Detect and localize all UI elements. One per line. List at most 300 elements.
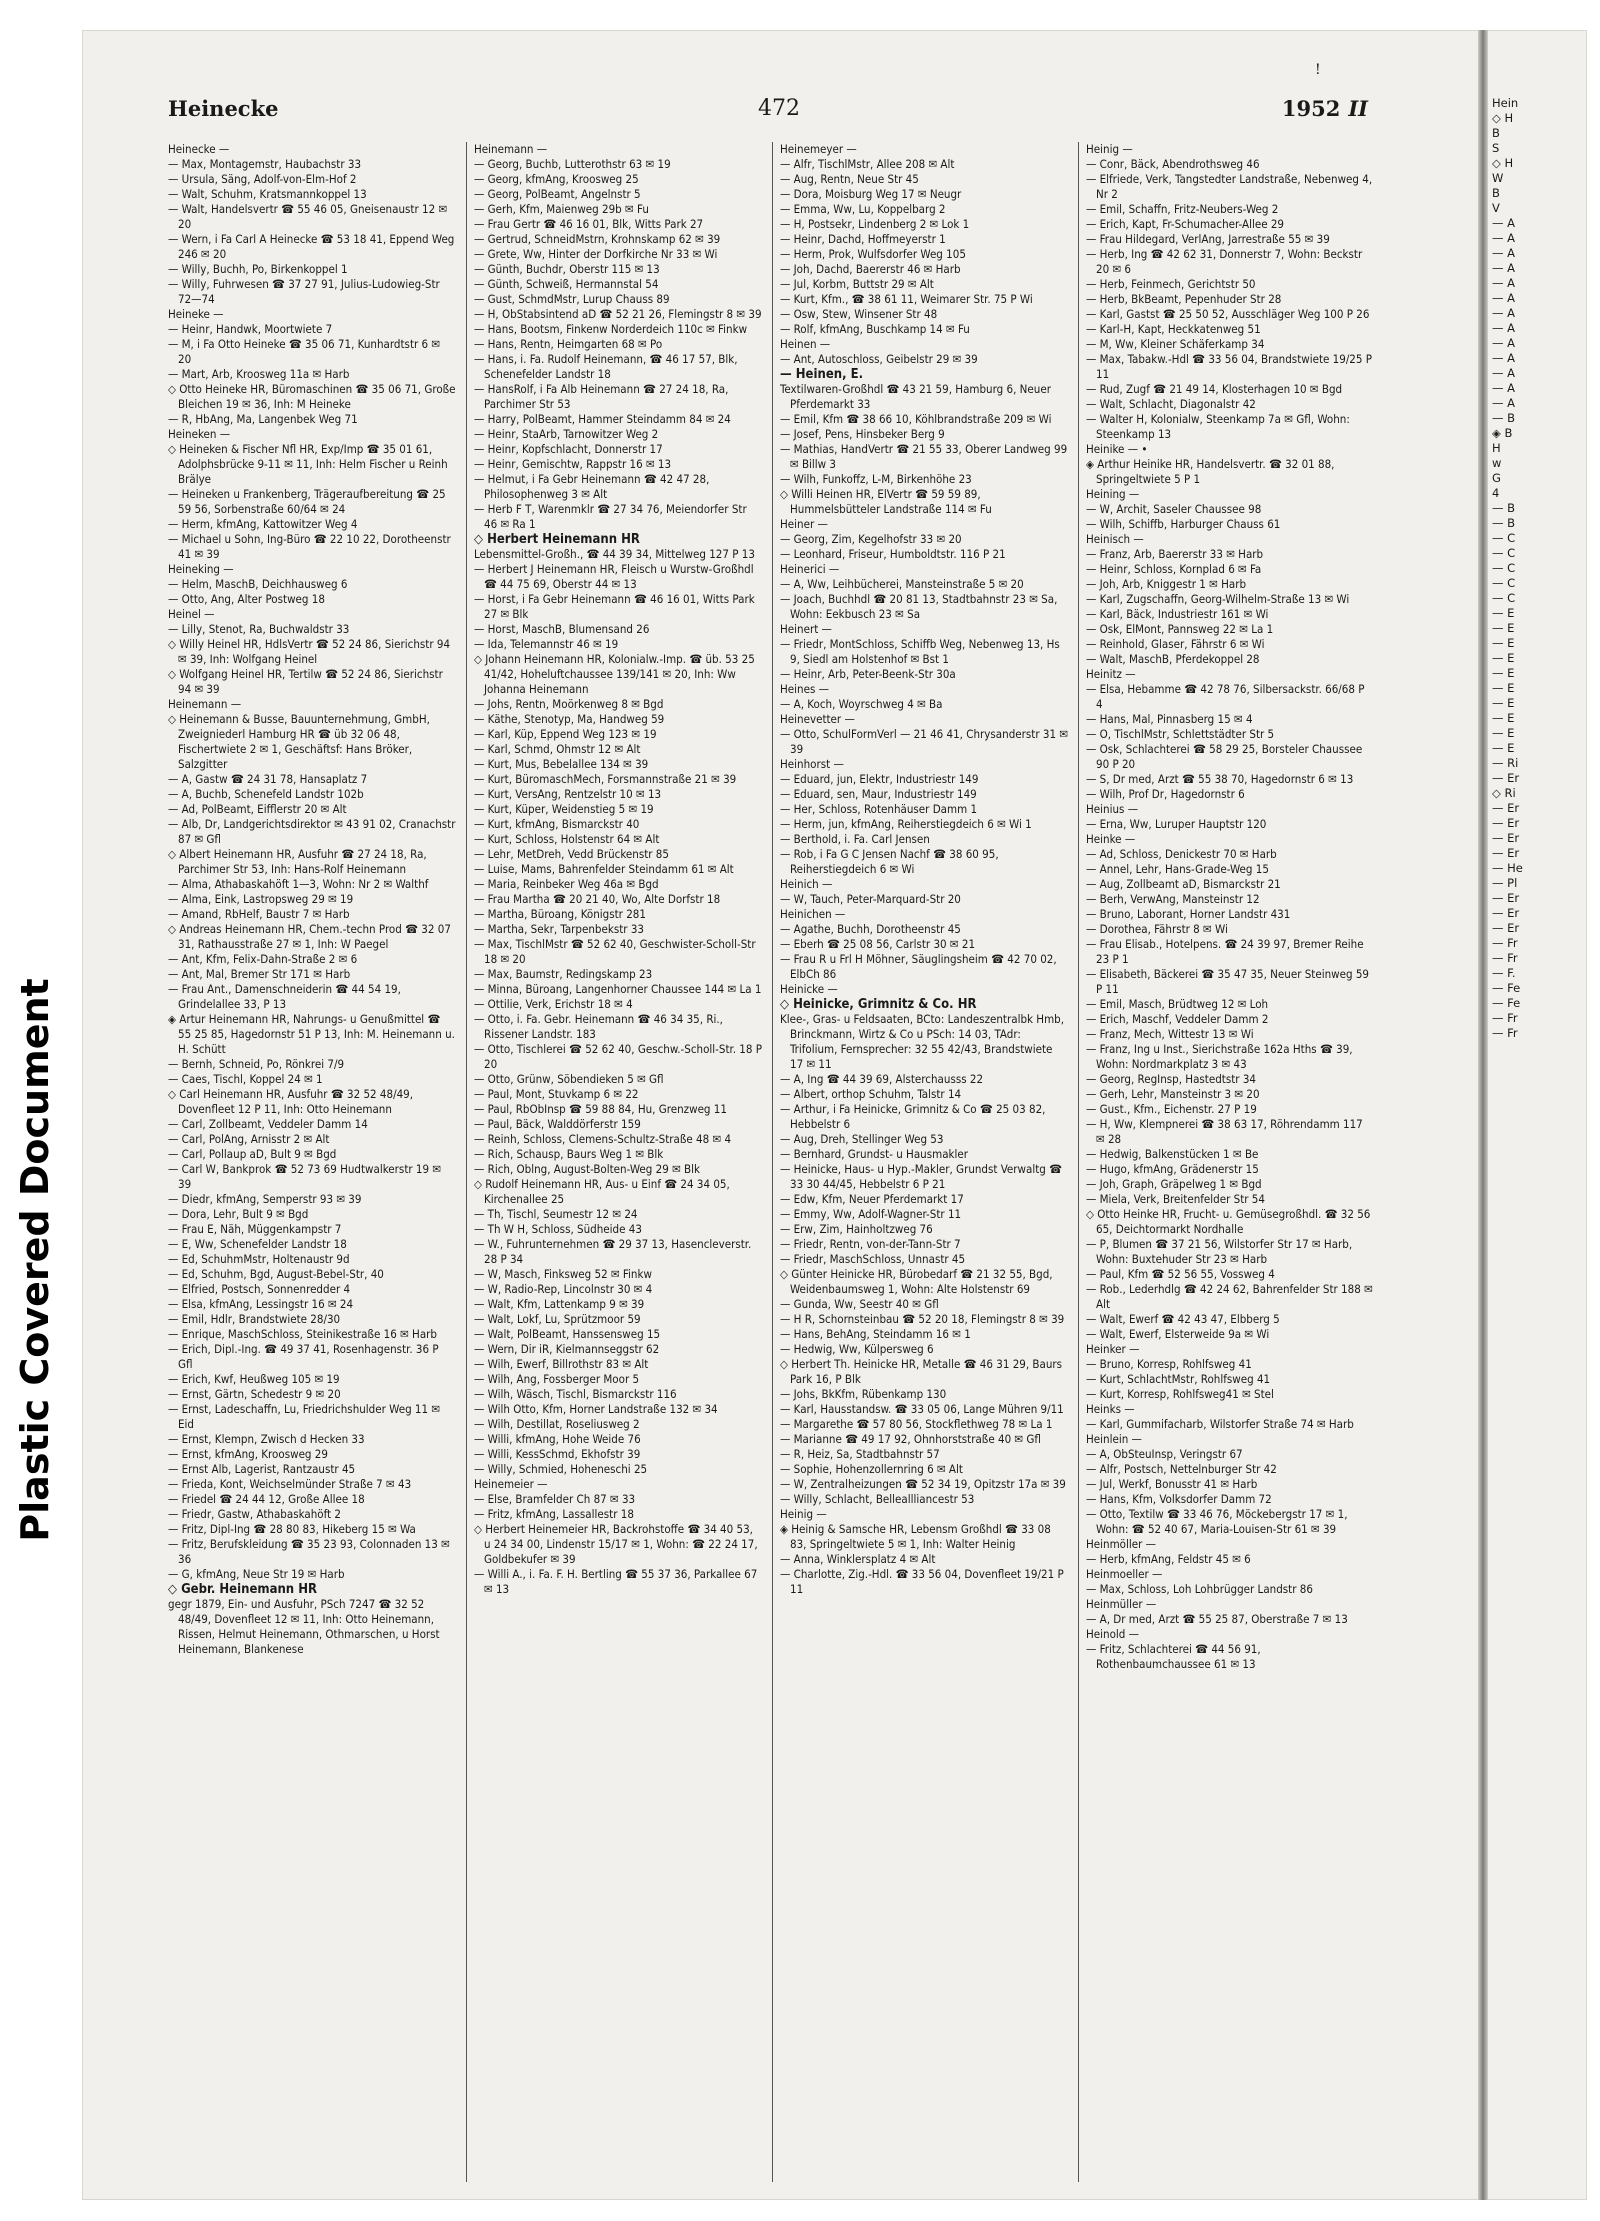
directory-entry: — Eberh ☎ 25 08 56, Carlstr 30 ✉ 21 (780, 937, 976, 951)
directory-entry: — Günth, Buchdr, Oberstr 115 ✉ 13 (474, 262, 660, 276)
plastic-cover-label (0, 0, 70, 2221)
directory-entry: — Ida, Telemannstr 46 ✉ 19 (474, 637, 619, 651)
directory-entry: — Frau E, Näh, Müggenkampstr 7 (168, 1222, 342, 1236)
directory-entry: — Carl W, Bankprok ☎ 52 73 69 Hudtwalkerstr 19 ✉ 39 (168, 1162, 445, 1191)
next-page-fragment: — C (1492, 546, 1516, 560)
directory-entry: — Wilh, Ang, Fossberger Moor 5 (474, 1372, 640, 1386)
next-page-fragment: — Fr (1492, 951, 1518, 965)
next-page-fragment: — A (1492, 321, 1516, 335)
directory-entry: Heinerici — (780, 562, 840, 576)
directory-entry: — Leonhard, Friseur, Humboldtstr. 116 P 21 (780, 547, 1006, 561)
directory-entry: — Herb F T, Warenmklr ☎ 27 34 76, Meiendorfer Str 46 ✉ Ra 1 (474, 502, 751, 531)
directory-entry: — Else, Bramfelder Ch 87 ✉ 33 (474, 1492, 636, 1506)
page-number: 472 (758, 96, 800, 121)
next-page-fragment: ◇ H (1492, 111, 1514, 125)
directory-entry: — Walt, MaschB, Pferdekoppel 28 (1086, 652, 1260, 666)
directory-entry: ◇ Rudolf Heinemann HR, Aus- u Einf ☎ 24 34 05, Kirchenallee 25 (474, 1177, 734, 1206)
directory-entry: — Erw, Zim, Hainholtzweg 76 (780, 1222, 933, 1236)
directory-entry: — Willy, Fuhrwesen ☎ 37 27 91, Julius-Ludowieg-Str 72—74 (168, 277, 444, 306)
directory-entry: — Osw, Stew, Winsener Str 48 (780, 307, 938, 321)
next-page-fragment: — E (1492, 621, 1515, 635)
directory-entry: Heinel — (168, 607, 215, 621)
directory-entry: — Eduard, sen, Maur, Industriestr 149 (780, 787, 977, 801)
directory-entry: Heinks — (1086, 1402, 1135, 1416)
directory-entry: Heineke — (168, 307, 224, 321)
directory-entry: Heinker — (1086, 1342, 1140, 1356)
next-page-fragment: — B (1492, 516, 1516, 530)
directory-entry: — Kurt, Mus, Bebelallee 134 ✉ 39 (474, 757, 649, 771)
directory-entry: — Wilh, Prof Dr, Hagedornstr 6 (1086, 787, 1245, 801)
directory-entry: — Heineken u Frankenberg, Trägeraufbereitung ☎ 25 59 56, Sorbenstraße 60/64 ✉ 24 (168, 487, 449, 516)
directory-entry: — W., Fuhrunternehmen ☎ 29 37 13, Hasencleverstr. 28 P 34 (474, 1237, 755, 1266)
directory-entry: — Walt, Ewerf, Elsterweide 9a ✉ Wi (1086, 1327, 1270, 1341)
directory-entry: Textilwaren-Großhdl ☎ 43 21 59, Hamburg 6, Neuer Pferdemarkt 33 (780, 382, 1055, 411)
directory-entry: ◇ Heinemann & Busse, Bauunternehmung, GmbH, Zweigniederl Hamburg HR ☎ üb 32 06 48, Fischertwiete 2 ✉ 1, Geschäftsf: Hans Bröker, Salzgitter (168, 712, 434, 771)
next-page-fragment: — C (1492, 591, 1516, 605)
directory-entry: — Lilly, Stenot, Ra, Buchwaldstr 33 (168, 622, 350, 636)
directory-entry: — Walt, Schlacht, Diagonalstr 42 (1086, 397, 1256, 411)
next-page-fragment: — E (1492, 711, 1515, 725)
directory-entry: — Erich, Dipl.-Ing. ☎ 49 37 41, Rosenhagenstr. 36 P Gfl (168, 1342, 442, 1371)
directory-entry: — Heinr, Handwk, Moortwiete 7 (168, 322, 333, 336)
directory-entry: — Frau Hildegard, VerlAng, Jarrestraße 55 ✉ 39 (1086, 232, 1330, 246)
directory-entry: — Alfr, Postsch, Nettelnburger Str 42 (1086, 1462, 1277, 1476)
directory-entry: — Rich, Schausp, Baurs Weg 1 ✉ Blk (474, 1147, 664, 1161)
directory-entry: Heinevetter — (780, 712, 855, 726)
directory-entry: — Georg, Buchb, Lutterothstr 63 ✉ 19 (474, 157, 671, 171)
directory-entry: — Marianne ☎ 49 17 92, Ohnhorststraße 40 ✉ Gfl (780, 1432, 1041, 1446)
directory-entry: — Karl, Gastst ☎ 25 50 52, Ausschläger Weg 100 P 26 (1086, 307, 1370, 321)
next-page-fragment: S (1492, 141, 1500, 155)
directory-entry: ◇ Albert Heinemann HR, Ausfuhr ☎ 27 24 18, Ra, Parchimer Str 53, Inh: Hans-Rolf Heinemann (168, 847, 431, 876)
next-page-fragment: — Fr (1492, 1026, 1518, 1040)
directory-entry: — W, Archit, Saseler Chaussee 98 (1086, 502, 1262, 516)
directory-entry: — Emil, Hdlr, Brandstwiete 28/30 (168, 1312, 341, 1326)
directory-entry: — Ant, Kfm, Felix-Dahn-Straße 2 ✉ 6 (168, 952, 358, 966)
directory-entry: ◇ Herbert Th. Heinicke HR, Metalle ☎ 46 31 29, Baurs Park 16, P Blk (780, 1357, 1066, 1386)
directory-entry: Heinmüller — (1086, 1597, 1157, 1611)
directory-entry: — Kurt, Schloss, Holstenstr 64 ✉ Alt (474, 832, 660, 846)
directory-entry: — Max, Baumstr, Redingskamp 23 (474, 967, 653, 981)
directory-entry: — Helm, MaschB, Deichhausweg 6 (168, 577, 348, 591)
next-page-fragment: — Er (1492, 831, 1520, 845)
next-page-fragment: ◇ Ri (1492, 786, 1516, 800)
directory-entry: — Max, Tabakw.-Hdl ☎ 33 56 04, Brandstwiete 19/25 P 11 (1086, 352, 1376, 381)
directory-entry: — Agathe, Buchh, Dorotheenstr 45 (780, 922, 961, 936)
next-page-fragment: 4 (1492, 486, 1500, 500)
directory-entry: — Rob., Lederhdlg ☎ 42 24 62, Bahrenfelder Str 188 ✉ Alt (1086, 1282, 1377, 1311)
directory-entry: ◇ Herbert Heinemann HR (474, 532, 640, 547)
directory-entry: — Walt, PolBeamt, Hanssensweg 15 (474, 1327, 661, 1341)
margin-mark: ! (1315, 62, 1321, 78)
directory-entry: — Max, Montagemstr, Haubachstr 33 (168, 157, 362, 171)
directory-entry: — Erich, Kapt, Fr-Schumacher-Allee 29 (1086, 217, 1285, 231)
next-page-fragment: w (1492, 456, 1502, 470)
directory-entry: — Karl, Küp, Eppend Weg 123 ✉ 19 (474, 727, 657, 741)
next-page-fragment: ◈ B (1492, 426, 1513, 440)
directory-entry: — Bruno, Korresp, Rohlfsweg 41 (1086, 1357, 1252, 1371)
directory-entry: — Georg, RegInsp, Hastedtstr 34 (1086, 1072, 1256, 1086)
directory-entry: — Alma, Athabaskahöft 1—3, Wohn: Nr 2 ✉ Walthf (168, 877, 429, 891)
directory-entry: — Minna, Büroang, Langenhorner Chaussee 144 ✉ La 1 (474, 982, 762, 996)
directory-entry: — Hans, Mal, Pinnasberg 15 ✉ 4 (1086, 712, 1253, 726)
directory-entry: — Joach, Buchhdl ☎ 20 81 13, Stadtbahnstr 23 ✉ Sa, Wohn: Eekbusch 23 ✉ Sa (780, 592, 1061, 621)
directory-entry: ◇ Heineken & Fischer Nfl HR, Exp/Imp ☎ 35 01 61, Adolphsbrücke 9-11 ✉ 11, Inh: Helm Fischer u Reinh Brälye (168, 442, 451, 486)
next-page-fragment: — A (1492, 396, 1516, 410)
next-page-fragment: — E (1492, 741, 1515, 755)
directory-entry: — S, Dr med, Arzt ☎ 55 38 70, Hagedornstr 6 ✉ 13 (1086, 772, 1354, 786)
directory-entry: Heinemeier — (474, 1477, 548, 1491)
column-2 (474, 142, 766, 2182)
next-page-fragment: — C (1492, 576, 1516, 590)
directory-entry: — A, Koch, Woyrschweg 4 ✉ Ba (780, 697, 943, 711)
directory-entry: — Günth, Schweiß, Hermannstal 54 (474, 277, 659, 291)
directory-entry: — Ernst Alb, Lagerist, Rantzaustr 45 (168, 1462, 356, 1476)
next-page-fragment: V (1492, 201, 1500, 215)
directory-entry: — Eduard, jun, Elektr, Industriestr 149 (780, 772, 979, 786)
year-volume (1282, 96, 1368, 121)
next-page-fragment: — Er (1492, 771, 1520, 785)
directory-entry: — Albert, orthop Schuhm, Talstr 14 (780, 1087, 962, 1101)
directory-entry: — Herb, BkBeamt, Pepenhuder Str 28 (1086, 292, 1282, 306)
directory-entry: — Wilh Otto, Kfm, Horner Landstraße 132 ✉ 34 (474, 1402, 718, 1416)
directory-entry: Heinemeyer — (780, 142, 857, 156)
next-page-fragment: — E (1492, 651, 1515, 665)
directory-entry: — Karl, Bäck, Industriestr 161 ✉ Wi (1086, 607, 1269, 621)
directory-entry: ◇ Andreas Heinemann HR, Chem.-techn Prod ☎ 32 07 31, Rathausstraße 27 ✉ 1, Inh: W Paegel (168, 922, 455, 951)
directory-entry: — E, Ww, Schenefelder Landstr 18 (168, 1237, 347, 1251)
directory-entry: — Alb, Dr, Landgerichtsdirektor ✉ 43 91 02, Cranachstr 87 ✉ Gfl (168, 817, 459, 846)
directory-entry: — Grete, Ww, Hinter der Dorfkirche Nr 33 ✉ Wi (474, 247, 718, 261)
directory-entry: — A, Dr med, Arzt ☎ 55 25 87, Oberstraße 7 ✉ 13 (1086, 1612, 1348, 1626)
directory-entry: — Rud, Zugf ☎ 21 49 14, Klosterhagen 10 ✉ Bgd (1086, 382, 1343, 396)
directory-entry: — Walt, Kfm, Lattenkamp 9 ✉ 39 (474, 1297, 645, 1311)
directory-entry: — Michael u Sohn, Ing-Büro ☎ 22 10 22, Dorotheenstr 41 ✉ 39 (168, 532, 455, 561)
directory-entry: — Alfr, TischlMstr, Allee 208 ✉ Alt (780, 157, 955, 171)
directory-entry: — Her, Schloss, Rotenhäuser Damm 1 (780, 802, 978, 816)
directory-entry: — R, Heiz, Sa, Stadtbahnstr 57 (780, 1447, 940, 1461)
next-page-fragment: — Ri (1492, 756, 1519, 770)
next-page-fragment: — E (1492, 606, 1515, 620)
directory-entry: — Wilh, Ewerf, Billrothstr 83 ✉ Alt (474, 1357, 649, 1371)
directory-entry: — W, Masch, Finksweg 52 ✉ Finkw (474, 1267, 652, 1281)
side-label-text: Plastic Covered Document (13, 978, 57, 1542)
directory-entry: ◇ Otto Heineke HR, Büromaschinen ☎ 35 06 71, Große Bleichen 19 ✉ 36, Inh: M Heineke (168, 382, 459, 411)
directory-entry: — Osk, Schlachterei ☎ 58 29 25, Borsteler Chaussee 90 P 20 (1086, 742, 1366, 771)
year: 1952 (1281, 96, 1341, 121)
directory-entry: ◇ Gebr. Heinemann HR (168, 1582, 317, 1597)
column-4 (1086, 142, 1377, 2182)
directory-entry: — Emil, Kfm ☎ 38 66 10, Köhlbrandstraße 209 ✉ Wi (780, 412, 1052, 426)
directory-entry: Heiner — (780, 517, 828, 531)
directory-entry: — Otto, Tischlerei ☎ 52 62 40, Geschw.-Scholl-Str. 18 P 20 (474, 1042, 766, 1071)
directory-entry: — Ed, Schuhm, Bgd, August-Bebel-Str, 40 (168, 1267, 384, 1281)
next-page-fragment: — A (1492, 351, 1516, 365)
directory-entry: — Walt, Schuhm, Kratsmannkoppel 13 (168, 187, 367, 201)
directory-entry: — Willi A., i. Fa. F. H. Bertling ☎ 55 37 36, Parkallee 67 ✉ 13 (474, 1567, 761, 1596)
next-page-fragment: — E (1492, 636, 1515, 650)
directory-entry: Heinert — (780, 622, 832, 636)
directory-entry: — Willy, Schmied, Hoheneschi 25 (474, 1462, 648, 1476)
directory-entry: — Walter H, Kolonialw, Steenkamp 7a ✉ Gfl, Wohn: Steenkamp 13 (1086, 412, 1354, 441)
directory-entry: — Paul, Mont, Stuvkamp 6 ✉ 22 (474, 1087, 639, 1101)
directory-entry: — Otto, Grünw, Söbendieken 5 ✉ Gfl (474, 1072, 664, 1086)
directory-entry: — Dora, Lehr, Bult 9 ✉ Bgd (168, 1207, 309, 1221)
directory-entry: — Emil, Schaffn, Fritz-Neubers-Weg 2 (1086, 202, 1279, 216)
directory-entry: — Heinr, Schloss, Kornplad 6 ✉ Fa (1086, 562, 1262, 576)
next-page-fragment: — Pl (1492, 876, 1518, 890)
directory-entry: — Ernst, Klempn, Zwisch d Hecken 33 (168, 1432, 365, 1446)
directory-entry: — Aug, Rentn, Neue Str 45 (780, 172, 919, 186)
directory-entry: Heinike — • (1086, 442, 1148, 456)
next-page-fragment: — E (1492, 696, 1515, 710)
directory-entry: — Gerh, Lehr, Mansteinstr 3 ✉ 20 (1086, 1087, 1260, 1101)
next-page-fragment: — E (1492, 726, 1515, 740)
directory-entry: — Martha, Sekr, Tarpenbekstr 33 (474, 922, 644, 936)
directory-entry: — Frau Ant., Damenschneiderin ☎ 44 54 19, Grindelallee 33, P 13 (168, 982, 405, 1011)
directory-entry: — W, Tauch, Peter-Marquard-Str 20 (780, 892, 961, 906)
directory-entry: ◇ Herbert Heinemeier HR, Backrohstoffe ☎ 34 40 53, u 24 34 00, Lindenstr 15/17 ✉ 1, Wohn: ☎ 22 24 17, Goldbekufer ✉ 39 (474, 1522, 761, 1566)
directory-entry: — Diedr, kfmAng, Semperstr 93 ✉ 39 (168, 1192, 362, 1206)
next-page-fragment: — Er (1492, 816, 1520, 830)
directory-entry: — Gertrud, SchneidMstrn, Krohnskamp 62 ✉ 39 (474, 232, 721, 246)
next-page-fragment: — Er (1492, 921, 1520, 935)
directory-entry: — Sophie, Hohenzollernring 6 ✉ Alt (780, 1462, 963, 1476)
directory-entry: — Ernst, kfmAng, Kroosweg 29 (168, 1447, 328, 1461)
directory-entry: ◇ Otto Heinke HR, Frucht- u. Gemüsegroßhdl. ☎ 32 56 65, Deichtormarkt Nordhalle (1086, 1207, 1374, 1236)
directory-entry: Klee-, Gras- u Feldsaaten, BCto: Landeszentralbk Hmb, Brinckmann, Wirtz & Co u PSch: 14 03, TAdr: Trifolium, Fernsprecher: 32 55 42/43, Brandstwiete 17 ✉ 11 (780, 1012, 1068, 1071)
directory-entry: — Wilh, Destillat, Roseliusweg 2 (474, 1417, 640, 1431)
directory-entry: Heining — (1086, 487, 1140, 501)
directory-entry: — Elfried, Postsch, Sonnenredder 4 (168, 1282, 351, 1296)
directory-entry: gegr 1879, Ein- und Ausfuhr, PSch 7247 ☎ 32 52 48/49, Dovenfleet 12 ✉ 11, Inh: Otto Heinemann, Rissen, Helmut Heinemann, Othmarschen, u Horst Heinemann, Blankenese (168, 1597, 443, 1656)
directory-entry: — W, Radio-Rep, Lincolnstr 30 ✉ 4 (474, 1282, 653, 1296)
directory-entry: — Joh, Graph, Gräpelweg 1 ✉ Bgd (1086, 1177, 1262, 1191)
directory-entry: — Franz, Mech, Wittestr 13 ✉ Wi (1086, 1027, 1254, 1041)
directory-entry: ◇ Willi Heinen HR, ElVertr ☎ 59 59 89, Hummelsbütteler Landstraße 114 ✉ Fu (780, 487, 992, 516)
directory-entry: — Karl, Zugschaffn, Georg-Wilhelm-Straße 13 ✉ Wi (1086, 592, 1350, 606)
directory-entry: — Kurt, Küper, Weidenstieg 5 ✉ 19 (474, 802, 654, 816)
directory-entry: — Friedr, MontSchloss, Schiffb Weg, Nebenweg 13, Hs 9, Siedl am Holstenhof ✉ Bst 1 (780, 637, 1064, 666)
directory-entry: — Otto, SchulFormVerl — 21 46 41, Chrysanderstr 31 ✉ 39 (780, 727, 1072, 756)
directory-entry: — Dora, Moisburg Weg 17 ✉ Neugr (780, 187, 962, 201)
directory-entry: — Kurt, kfmAng, Bismarckstr 40 (474, 817, 640, 831)
directory-entry: — Josef, Pens, Hinsbeker Berg 9 (780, 427, 945, 441)
directory-entry: — Willi, kfmAng, Hohe Weide 76 (474, 1432, 641, 1446)
directory-entry: — Th W H, Schloss, Südheide 43 (474, 1222, 642, 1236)
directory-entry: — Hans, i. Fa. Rudolf Heinemann, ☎ 46 17 57, Blk, Schenefelder Landstr 18 (474, 352, 741, 381)
column-1 (168, 142, 459, 2182)
directory-entry: — Heinr, Arb, Peter-Beenk-Str 30a (780, 667, 956, 681)
directory-entry: — Erna, Ww, Luruper Hauptstr 120 (1086, 817, 1267, 831)
next-page-fragment: — A (1492, 231, 1516, 245)
next-page-fragment: — Er (1492, 846, 1520, 860)
directory-entry: ◇ Johann Heinemann HR, Kolonialw.-Imp. ☎ üb. 53 25 41/42, Hoheluftchaussee 139/141 ✉ 20, Inh: Ww Johanna Heinemann (474, 652, 759, 696)
next-page-fragment: — F. (1492, 966, 1516, 980)
next-page-fragment: — B (1492, 501, 1516, 515)
directory-entry: — A, Buchb, Schenefeld Landstr 102b (168, 787, 364, 801)
directory-entry: — Ant, Autoschloss, Geibelstr 29 ✉ 39 (780, 352, 978, 366)
directory-entry: — W, Zentralheizungen ☎ 52 34 19, Opitzstr 17a ✉ 39 (780, 1477, 1066, 1491)
directory-entry: — Ernst, Ladeschaffn, Lu, Friedrichshulder Weg 11 ✉ Eid (168, 1402, 444, 1431)
directory-entry: — Erich, Kwf, Heußweg 105 ✉ 19 (168, 1372, 340, 1386)
directory-entry: — Kurt, Kfm., ☎ 38 61 11, Weimarer Str. 75 P Wi (780, 292, 1033, 306)
directory-entry: Heinecke — (168, 142, 230, 156)
directory-entry: — Enrique, MaschSchloss, Steinikestraße 16 ✉ Harb (168, 1327, 437, 1341)
directory-entry: — Rolf, kfmAng, Buschkamp 14 ✉ Fu (780, 322, 970, 336)
column-3 (780, 142, 1072, 2182)
next-page-fragment: — A (1492, 291, 1516, 305)
directory-entry: — Frau Gertr ☎ 46 16 01, Blk, Witts Park 27 (474, 217, 704, 231)
directory-entry: — Carl, Pollaup aD, Bult 9 ✉ Bgd (168, 1147, 337, 1161)
directory-entry: — Otto, Textilw ☎ 33 46 76, Möckebergstr 17 ✉ 1, Wohn: ☎ 52 40 67, Maria-Louisen-Str 61 ✉ 39 (1086, 1507, 1351, 1536)
directory-entry: — Herb, Feinmech, Gerichtstr 50 (1086, 277, 1256, 291)
directory-entry: — Harry, PolBeamt, Hammer Steindamm 84 ✉ 24 (474, 412, 731, 426)
directory-entry: — R, HbAng, Ma, Langenbek Weg 71 (168, 412, 358, 426)
directory-entry: — Miela, Verk, Breitenfelder Str 54 (1086, 1192, 1265, 1206)
directory-entry: — Emmy, Ww, Adolf-Wagner-Str 11 (780, 1207, 962, 1221)
next-page-fragment: — Er (1492, 906, 1520, 920)
directory-entry: — Erich, Maschf, Veddeler Damm 2 (1086, 1012, 1269, 1026)
directory-entry: — Friedel ☎ 24 44 12, Große Allee 18 (168, 1492, 365, 1506)
next-page-fragment: B (1492, 186, 1500, 200)
next-page-fragment: — E (1492, 681, 1515, 695)
directory-entry: — Gunda, Ww, Seestr 40 ✉ Gfl (780, 1297, 939, 1311)
directory-entry: — Hans, BehAng, Steindamm 16 ✉ 1 (780, 1327, 971, 1341)
directory-entry: ◈ Heinig & Samsche HR, Lebensm Großhdl ☎ 33 08 83, Springeltwiete 5 ✉ 1, Inh: Walter Heinig (780, 1522, 1055, 1551)
directory-entry: Heinen — (780, 337, 831, 351)
directory-entry: Heinig — (780, 1507, 827, 1521)
directory-entry: Heines — (780, 682, 829, 696)
next-page-edge-text (1492, 96, 1522, 2156)
directory-entry: — Alma, Eink, Lastropsweg 29 ✉ 19 (168, 892, 354, 906)
directory-entry: — Max, TischlMstr ☎ 52 62 40, Geschwister-Scholl-Str 18 ✉ 20 (474, 937, 759, 966)
directory-entry: ◇ Carl Heinemann HR, Ausfuhr ☎ 32 52 48/49, Dovenfleet 12 P 11, Inh: Otto Heinemann (168, 1087, 417, 1116)
directory-entry: Heinichen — (780, 907, 846, 921)
directory-entry: — Carl, Zollbeamt, Veddeler Damm 14 (168, 1117, 368, 1131)
directory-entry: — Walt, Lokf, Lu, Sprützmoor 59 (474, 1312, 641, 1326)
directory-entry: Heinisch — (1086, 532, 1144, 546)
directory-entry: Heinius — (1086, 802, 1139, 816)
directory-entry: — Bernh, Schneid, Po, Rönkrei 7/9 (168, 1057, 345, 1071)
directory-entry: — Lehr, MetDreh, Vedd Brückenstr 85 (474, 847, 669, 861)
directory-entry: — Heinr, Dachd, Hoffmeyerstr 1 (780, 232, 946, 246)
directory-entry: Heinlein — (1086, 1432, 1142, 1446)
directory-entry: — Emil, Masch, Brüdtweg 12 ✉ Loh (1086, 997, 1269, 1011)
directory-entry: — Herbert J Heinemann HR, Fleisch u Wurstw-Großhdl ☎ 44 75 69, Oberstr 44 ✉ 13 (474, 562, 757, 591)
directory-entry: Heinemann — (168, 697, 242, 711)
directory-entry: Lebensmittel-Großh., ☎ 44 39 34, Mittelweg 127 P 13 (474, 547, 755, 561)
directory-entry: — H, Ww, Klempnerei ☎ 38 63 17, Röhrendamm 117 ✉ 28 (1086, 1117, 1367, 1146)
directory-entry: — Hans, Kfm, Volksdorfer Damm 72 (1086, 1492, 1272, 1506)
directory-entry: — Anna, Winklersplatz 4 ✉ Alt (780, 1552, 936, 1566)
directory-entry: — Willy, Schlacht, Belleallliancestr 53 (780, 1492, 975, 1506)
directory-entry: — Heinr, Gemischtw, Rappstr 16 ✉ 13 (474, 457, 672, 471)
directory-entry: — Aug, Zollbeamt aD, Bismarckstr 21 (1086, 877, 1281, 891)
directory-entry: — Heinen, E. (780, 367, 864, 382)
running-head (168, 96, 1368, 132)
directory-entry: Heinich — (780, 877, 833, 891)
directory-entry: — Fritz, kfmAng, Lassallestr 18 (474, 1507, 634, 1521)
directory-entry: — Hedwig, Ww, Külpersweg 6 (780, 1342, 934, 1356)
column-rule (772, 142, 773, 2182)
directory-entry: — Walt, Ewerf ☎ 42 43 47, Elbberg 5 (1086, 1312, 1280, 1326)
directory-entry: — H, Postsekr, Lindenberg 2 ✉ Lok 1 (780, 217, 970, 231)
next-page-fragment: — A (1492, 381, 1516, 395)
directory-entry: — Wilh, Schiffb, Harburger Chauss 61 (1086, 517, 1281, 531)
next-page-fragment: — Er (1492, 891, 1520, 905)
directory-entry: — Käthe, Stenotyp, Ma, Handweg 59 (474, 712, 665, 726)
directory-entry: — Mathias, HandVertr ☎ 21 55 33, Oberer Landweg 99 ✉ Billw 3 (780, 442, 1071, 471)
directory-entry: — Jul, Werkf, Bonusstr 41 ✉ Harb (1086, 1477, 1258, 1491)
next-page-fragment: — A (1492, 261, 1516, 275)
directory-entry: Heinemann — (474, 142, 548, 156)
directory-entry: — Arthur, i Fa Heinicke, Grimnitz & Co ☎ 25 03 82, Hebbelstr 6 (780, 1102, 1049, 1131)
directory-entry: ◇ Günter Heinicke HR, Bürobedarf ☎ 21 32 55, Bgd, Weidenbaumsweg 1, Wohn: Alte Holstenstr 69 (780, 1267, 1056, 1296)
directory-entry: — Karl, Hausstandsw. ☎ 33 05 06, Lange Mühren 9/11 (780, 1402, 1064, 1416)
directory-entry: — Bernhard, Grundst- u Hausmakler (780, 1147, 969, 1161)
directory-entry: — Horst, MaschB, Blumensand 26 (474, 622, 650, 636)
directory-entry: — A, Ing ☎ 44 39 69, Alsterchausss 22 (780, 1072, 984, 1086)
directory-entry: — Horst, i Fa Gebr Heinemann ☎ 46 16 01, Witts Park 27 ✉ Blk (474, 592, 758, 621)
directory-entry: — Kurt, VersAng, Rentzelstr 10 ✉ 13 (474, 787, 662, 801)
next-page-fragment: — Fe (1492, 981, 1521, 995)
directory-entry: — Maria, Reinbeker Weg 46a ✉ Bgd (474, 877, 659, 891)
directory-entry: — M, Ww, Kleiner Schäferkamp 34 (1086, 337, 1265, 351)
directory-entry: — Luise, Mams, Bahrenfelder Steindamm 61 ✉ Alt (474, 862, 734, 876)
directory-entry: — Kurt, SchlachtMstr, Rohlfsweg 41 (1086, 1372, 1271, 1386)
directory-entry: — Ottilie, Verk, Erichstr 18 ✉ 4 (474, 997, 633, 1011)
directory-entry: — Karl-H, Kapt, Heckkatenweg 51 (1086, 322, 1261, 336)
directory-entry: — Amand, RbHelf, Baustr 7 ✉ Harb (168, 907, 350, 921)
directory-entry: Heinmöller — (1086, 1537, 1156, 1551)
directory-entry: — Georg, Zim, Kegelhofstr 33 ✉ 20 (780, 532, 962, 546)
next-page-fragment: H (1492, 441, 1501, 455)
next-page-fragment: — C (1492, 561, 1516, 575)
directory-entry: — Berthold, i. Fa. Carl Jensen (780, 832, 930, 846)
directory-entry: — Frieda, Kont, Weichselmünder Straße 7 ✉ 43 (168, 1477, 412, 1491)
directory-entry: — Kurt, BüromaschMech, Forsmannstraße 21 ✉ 39 (474, 772, 737, 786)
column-rule (1078, 142, 1079, 2182)
directory-entry: — Paul, Kfm ☎ 52 56 55, Vossweg 4 (1086, 1267, 1275, 1281)
next-page-fragment: — He (1492, 861, 1523, 875)
next-page-fragment: — Fe (1492, 996, 1521, 1010)
directory-entry: — Bruno, Laborant, Horner Landstr 431 (1086, 907, 1291, 921)
directory-entry: — Franz, Ing u Inst., Sierichstraße 162a Hths ☎ 39, Wohn: Nordmarkplatz 3 ✉ 43 (1086, 1042, 1356, 1071)
directory-entry: — Edw, Kfm, Neuer Pferdemarkt 17 (780, 1192, 964, 1206)
directory-entry: — Aug, Dreh, Stellinger Weg 53 (780, 1132, 944, 1146)
directory-entry: — Carl, PolAng, Arnisstr 2 ✉ Alt (168, 1132, 330, 1146)
next-page-fragment: — B (1492, 411, 1516, 425)
directory-entry: ◇ Heinicke, Grimnitz & Co. HR (780, 997, 977, 1012)
next-page-fragment: — Fr (1492, 936, 1518, 950)
directory-entry: — G, kfmAng, Neue Str 19 ✉ Harb (168, 1567, 345, 1581)
directory-entry: — Ursula, Säng, Adolf-von-Elm-Hof 2 (168, 172, 357, 186)
directory-entry: — Fritz, Schlachterei ☎ 44 56 91, Rothenbaumchaussee 61 ✉ 13 (1086, 1642, 1264, 1671)
directory-entry: — Otto, i. Fa. Gebr. Heinemann ☎ 46 34 35, Ri., Rissener Landstr. 183 (474, 1012, 727, 1041)
directory-entry: — M, i Fa Otto Heineke ☎ 35 06 71, Kunhardtstr 6 ✉ 20 (168, 337, 444, 366)
next-page-fragment: — Fr (1492, 1011, 1518, 1025)
directory-entry: — Th, Tischl, Seumestr 12 ✉ 24 (474, 1207, 638, 1221)
directory-entry: Heinold — (1086, 1627, 1139, 1641)
directory-entry: — Herb, kfmAng, Feldstr 45 ✉ 6 (1086, 1552, 1251, 1566)
directory-entry: — Fritz, Berufskleidung ☎ 35 23 93, Colonnaden 13 ✉ 36 (168, 1537, 454, 1566)
directory-entry: — Dorothea, Fährstr 8 ✉ Wi (1086, 922, 1228, 936)
directory-entry: — Rob, i Fa G C Jensen Nachf ☎ 38 60 95, Reiherstiegdeich 6 ✉ Wi (780, 847, 1002, 876)
directory-entry: — Annel, Lehr, Hans-Grade-Weg 15 (1086, 862, 1269, 876)
directory-entry: — Emma, Ww, Lu, Koppelbarg 2 (780, 202, 946, 216)
directory-entry: — A, Ww, Leihbücherei, Mansteinstraße 5 ✉ 20 (780, 577, 1024, 591)
